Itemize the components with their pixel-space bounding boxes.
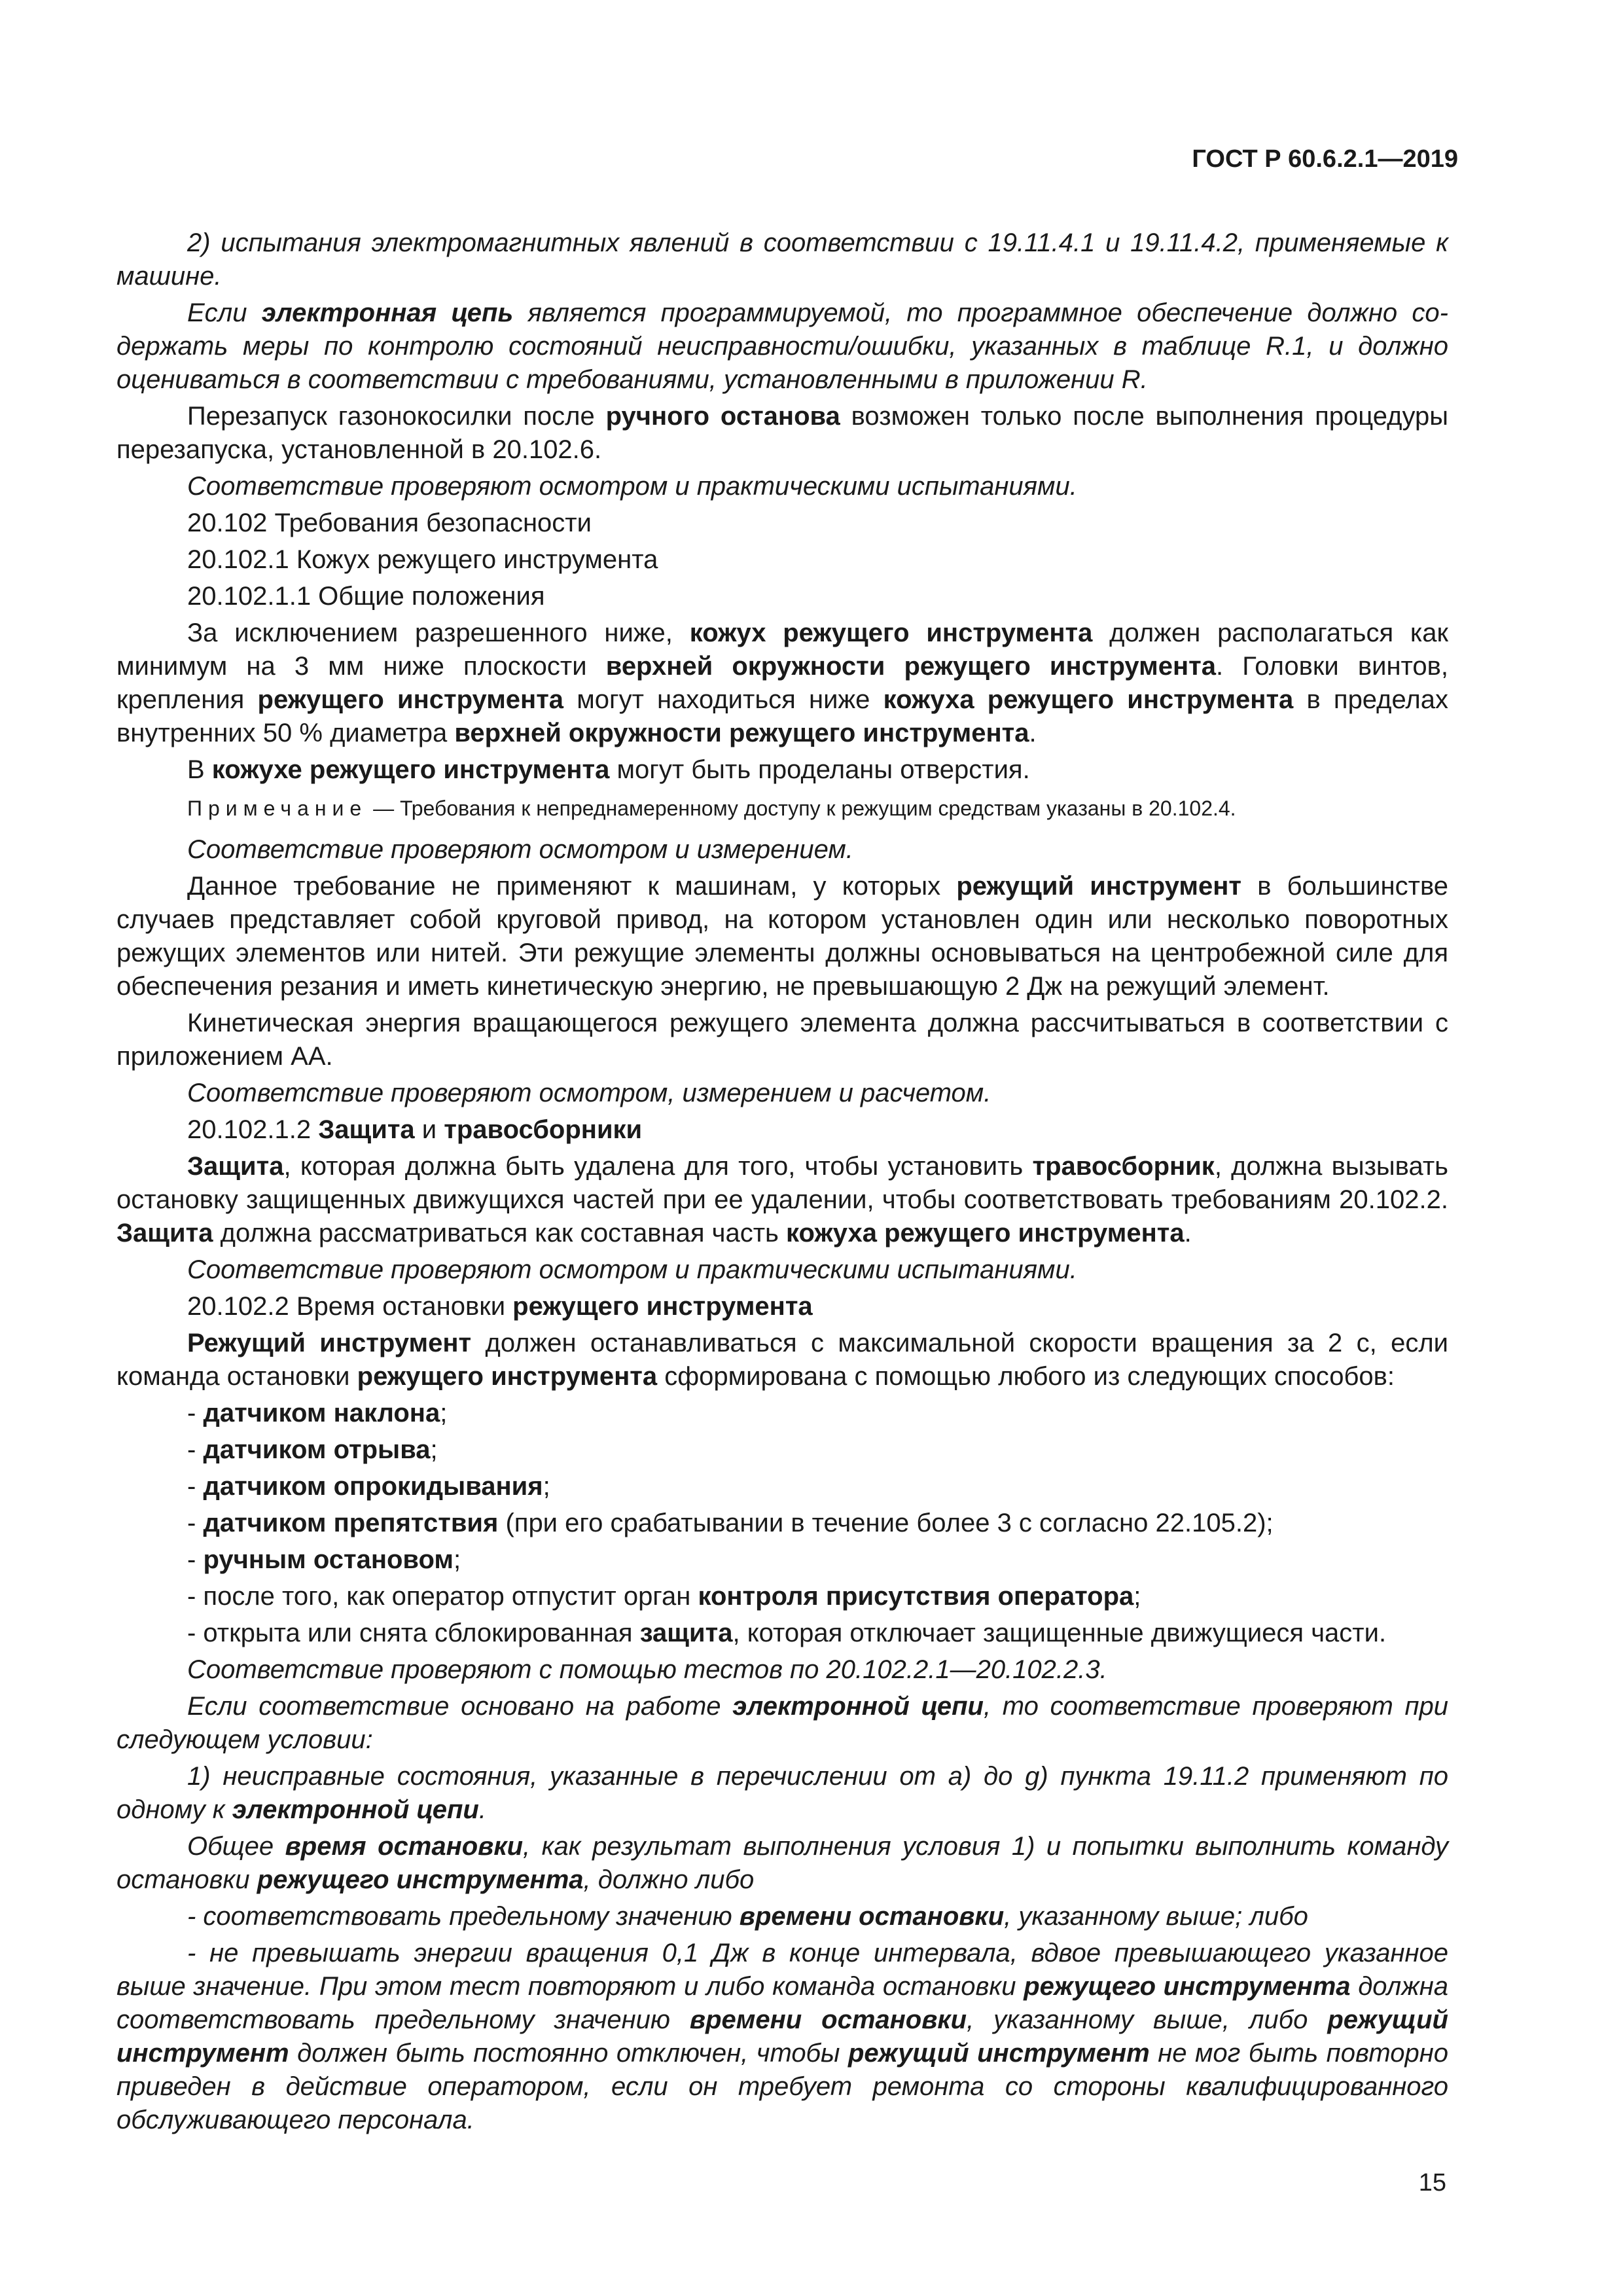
paragraph: [116, 1760, 1448, 1827]
paragraph: [116, 753, 1448, 787]
text-run: -: [187, 1399, 204, 1427]
text-run: 20.102.1.1 Общие положения: [187, 582, 545, 611]
text-run: , должна вызывать остановку защищенных движущихся частей при ее удалении, чтобы соответствовать требованиям 20.102.2.: [116, 1152, 1448, 1214]
bold-term: защита: [639, 1619, 733, 1647]
text-run: Соответствие проверяют осмотром и практическими испытаниями.: [187, 472, 1077, 501]
bold-term: Защита: [187, 1152, 284, 1181]
bold-term: электронная цепь: [261, 298, 514, 327]
paragraph: [116, 833, 1448, 867]
paragraph: [116, 1113, 1448, 1147]
bold-term: Режущий инструмент: [187, 1329, 472, 1357]
text-run: - не превышать энергии вращения 0,1 Дж в конце интервала, вдвое превышающего указанное выше значение. При этом тест повторяют и либо команда остановки: [116, 1939, 1448, 2001]
paragraph: [116, 1077, 1448, 1110]
paragraph: [116, 507, 1448, 540]
bold-term: электронной цепи: [232, 1795, 479, 1824]
text-run: - после того, как оператор отпустит орган: [187, 1582, 698, 1611]
text-run: должна соответствовать предельному значению: [116, 1972, 1449, 2034]
paragraph: [116, 580, 1448, 613]
document-header-id: ГОСТ Р 60.6.2.1—2019: [1192, 145, 1458, 173]
paragraph: [116, 1617, 1448, 1650]
bold-term: датчиком отрыва: [203, 1435, 431, 1464]
paragraph: [116, 1937, 1448, 2137]
paragraph: [116, 1433, 1448, 1467]
text-run: Соответствие проверяют осмотром, измерением и расчетом.: [187, 1079, 991, 1107]
bold-term: верхней окружности режущего инструмента: [454, 719, 1029, 747]
bold-term: режущего инструмента: [1024, 1972, 1351, 2001]
bold-term: контроля присутствия оператора: [698, 1582, 1134, 1611]
text-run: должен останавливаться с максимальной скорости вращения за 2 с, если команда остановки: [116, 1329, 1448, 1391]
paragraph: [116, 617, 1448, 750]
text-run: 20.102.1 Кожух режущего инструмента: [187, 545, 658, 574]
text-run: и: [414, 1115, 444, 1144]
bold-term: травосборник: [1032, 1152, 1215, 1181]
text-run: В: [187, 755, 212, 784]
bold-term: электронной цепи: [732, 1692, 984, 1721]
paragraph: [116, 400, 1448, 467]
paragraph: [116, 1150, 1448, 1250]
paragraph: [116, 1690, 1448, 1757]
text-run: не мог быть повторно приведен в действие оператором, если он требует ремонта со стороны квалифицированного обслуживающего персонала.: [116, 2039, 1448, 2134]
text-run: 20.102 Требования безопасности: [187, 509, 592, 537]
text-run: , которая должна быть удалена для того, чтобы установить: [283, 1152, 1033, 1181]
bold-term: датчиком наклона: [203, 1399, 440, 1427]
paragraph: [116, 1470, 1448, 1503]
text-run: , как результат выполнения условия 1) и попытки выполнить команду остановки: [116, 1832, 1448, 1894]
document-body: [116, 226, 1448, 2140]
text-run: 1) неисправные состояния, указанные в перечислении от а) до g) пункта 19.11.2 применяют по одному к: [116, 1762, 1449, 1824]
text-run: ;: [543, 1472, 550, 1501]
bold-term: режущий инструмент: [116, 2005, 1448, 2068]
text-run: является программируемой, то программное обеспечение должно содержать меры по контролю состояний неисправности/ошибки, указанных в таблице R.1, и должно оцениваться в соответствии с требованиями, установленными в приложении R.: [116, 298, 1448, 394]
text-run: - соответствовать предельному значению: [187, 1902, 740, 1931]
paragraph: [116, 1397, 1448, 1430]
bold-term: режущий инструмент: [956, 872, 1242, 901]
bold-term: датчиком препятствия: [203, 1509, 499, 1537]
text-run: -: [187, 1435, 204, 1464]
bold-term: кожуха режущего инструмента: [786, 1219, 1185, 1247]
text-run: 20.102.1.2: [187, 1115, 319, 1144]
bold-term: верхней окружности режущего инструмента: [605, 652, 1216, 681]
text-run: ;: [453, 1545, 461, 1574]
text-run: , должно либо: [583, 1865, 755, 1894]
text-run: -: [187, 1472, 204, 1501]
text-run: - открыта или снята сблокированная: [187, 1619, 640, 1647]
text-run: могут быть проделаны отверстия.: [609, 755, 1030, 784]
text-run: Если соответствие основано на работе: [187, 1692, 733, 1721]
paragraph: [116, 1900, 1448, 1933]
text-run: (при его срабатывании в течение более 3 с согласно 22.105.2);: [498, 1509, 1274, 1537]
text-run: 20.102.2 Время остановки: [187, 1292, 513, 1321]
text-run: 2) испытания электромагнитных явлений в соответствии с 19.11.4.1 и 19.11.4.2, применяемые к машине.: [116, 228, 1448, 291]
text-run: . Головки винтов, крепления: [116, 652, 1449, 714]
bold-term: режущий инструмент: [848, 2039, 1150, 2068]
text-run: -: [187, 1545, 204, 1574]
text-run: сформирована с помощью любого из следующих способов:: [657, 1362, 1395, 1391]
paragraph: [116, 1507, 1448, 1540]
paragraph: [116, 470, 1448, 503]
bold-term: время остановки: [285, 1832, 524, 1861]
bold-term: ручным остановом: [203, 1545, 454, 1574]
bold-term: кожух режущего инструмента: [689, 619, 1093, 647]
bold-term: кожуха режущего инструмента: [883, 685, 1294, 714]
bold-term: травосборники: [444, 1115, 643, 1144]
text-run: могут находиться ниже: [563, 685, 883, 714]
paragraph: [116, 296, 1448, 397]
bold-term: режущего инструмента: [357, 1362, 658, 1391]
text-run: За исключением разрешенного ниже,: [187, 619, 690, 647]
text-run: -: [187, 1509, 204, 1537]
paragraph: [116, 1580, 1448, 1613]
text-run: ;: [440, 1399, 448, 1427]
text-run: должен располагаться как минимум на 3 мм ниже плоскости: [116, 619, 1449, 681]
text-run: Общее: [187, 1832, 285, 1861]
note-label: Примечание: [187, 797, 368, 820]
text-run: должна рассматриваться как составная часть: [213, 1219, 786, 1247]
text-run: , то соответствие проверяют при следующем условии:: [116, 1692, 1449, 1754]
text-run: , указанному выше; либо: [1004, 1902, 1308, 1931]
bold-term: режущего инструмента: [257, 1865, 584, 1894]
paragraph: [116, 543, 1448, 577]
text-run: Соответствие проверяют осмотром и практическими испытаниями.: [187, 1255, 1077, 1284]
paragraph: [116, 1653, 1448, 1687]
text-run: .: [478, 1795, 486, 1824]
text-run: Кинетическая энергия вращающегося режущего элемента должна рассчитываться в соответствии с приложением АА.: [116, 1009, 1448, 1071]
paragraph: [116, 1327, 1448, 1393]
text-run: — Требования к непреднамеренному доступу к режущим средствам указаны в 20.102.4.: [367, 797, 1236, 820]
text-run: .: [1184, 1219, 1192, 1247]
paragraph: [116, 1290, 1448, 1323]
page-number: 15: [1418, 2169, 1446, 2197]
bold-term: времени остановки: [689, 2005, 967, 2034]
text-run: ;: [430, 1435, 438, 1464]
bold-term: режущего инструмента: [257, 685, 564, 714]
bold-term: Защита: [116, 1219, 213, 1247]
paragraph: [116, 870, 1448, 1003]
note-paragraph: [116, 792, 1448, 825]
bold-term: времени остановки: [739, 1902, 1005, 1931]
text-run: , указанному выше, либо: [967, 2005, 1328, 2034]
text-run: .: [1029, 719, 1037, 747]
text-run: должен быть постоянно отключен, чтобы: [289, 2039, 848, 2068]
bold-term: ручного останова: [605, 402, 840, 431]
text-run: Соответствие проверяют с помощью тестов по 20.102.2.1—20.102.2.3.: [187, 1655, 1107, 1684]
paragraph: [116, 1830, 1448, 1897]
bold-term: режущего инструмента: [512, 1292, 813, 1321]
paragraph: [116, 1007, 1448, 1073]
text-run: в большинстве случаев представляет собой круговой привод, на котором установлен один или несколько поворотных режущих элементов или нитей. Эти режущие элементы должны основываться на центробежной силе для обеспечения резания и иметь кинетическую энергию, не превышающую 2 Дж на режущий элемент.: [116, 872, 1448, 1001]
text-run: , которая отключает защищенные движущиеся части.: [732, 1619, 1387, 1647]
text-run: Если: [187, 298, 262, 327]
paragraph: [116, 1253, 1448, 1287]
text-run: Соответствие проверяют осмотром и измерением.: [187, 835, 853, 864]
bold-term: Защита: [318, 1115, 415, 1144]
bold-term: кожухе режущего инструмента: [211, 755, 610, 784]
paragraph: [116, 226, 1448, 293]
text-run: Перезапуск газонокосилки после: [187, 402, 606, 431]
paragraph: [116, 1543, 1448, 1577]
text-run: Данное требование не применяют к машинам, у которых: [187, 872, 957, 901]
bold-term: датчиком опрокидывания: [203, 1472, 543, 1501]
text-run: ;: [1133, 1582, 1141, 1611]
text-run: в пределах внутренних 50 % диаметра: [116, 685, 1449, 747]
text-run: возможен только после выполнения процедуры перезапуска, установленной в 20.102.6.: [116, 402, 1448, 464]
